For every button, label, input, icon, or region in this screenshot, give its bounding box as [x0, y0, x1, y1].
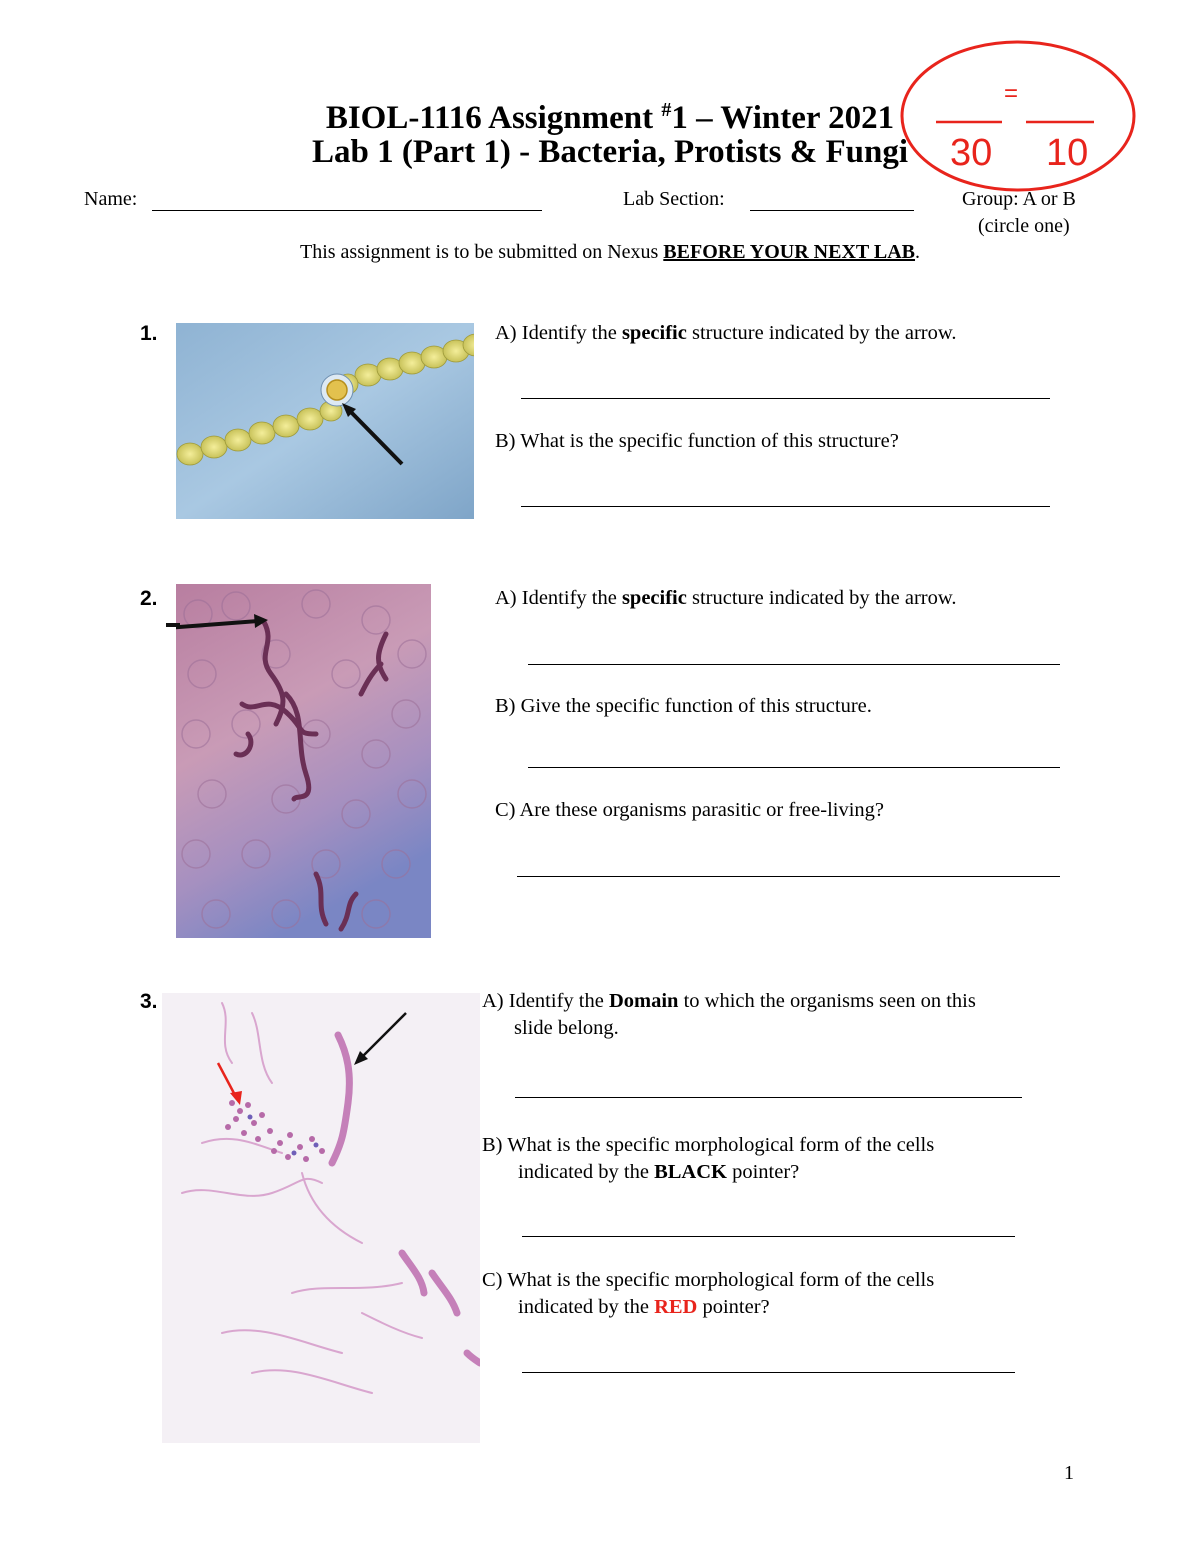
instructions-period: . — [915, 241, 921, 263]
group-label: Group: A or B — [962, 188, 1076, 210]
lab-section-label: Lab Section: — [623, 188, 725, 210]
grade-score-total: 30 — [950, 132, 993, 174]
q3a-text: A) Identify the — [482, 990, 609, 1012]
title-suffix: 1 – Winter 2021 — [671, 100, 895, 136]
question-3a — [482, 988, 976, 1015]
question-3c-line2 — [518, 1294, 770, 1321]
title-hash: # — [661, 99, 672, 121]
question-2-number: 2. — [140, 587, 158, 610]
q1a-text: A) Identify the — [495, 322, 622, 344]
question-3a-line2: slide belong. — [514, 1017, 619, 1039]
instructions-text: This assignment is to be submitted on Nexus — [299, 241, 664, 263]
q2a-text: A) Identify the — [495, 587, 622, 609]
lab-section-field[interactable] — [750, 210, 914, 211]
question-1-number: 1. — [140, 322, 158, 345]
question-3-micrograph — [162, 993, 480, 1443]
grade-scaled-total: 10 — [1046, 132, 1089, 174]
q2a-text-end: structure indicated by the arrow. — [686, 587, 957, 609]
q3b-text-end: pointer? — [726, 1161, 800, 1183]
question-2b: B) Give the specific function of this structure. — [495, 695, 872, 717]
question-2c-answer-line[interactable] — [517, 876, 1060, 877]
question-2a — [495, 585, 956, 612]
grade-circle-icon — [896, 36, 1140, 194]
grade-mark — [896, 36, 1140, 194]
q2a-bold: specific — [621, 587, 687, 609]
question-1b-answer-line[interactable] — [521, 506, 1050, 507]
instructions-deadline: BEFORE YOUR NEXT LAB — [663, 241, 916, 263]
q3c-text-end: pointer? — [697, 1296, 770, 1318]
question-3c-answer-line[interactable] — [522, 1372, 1015, 1373]
q3b-text: indicated by the — [518, 1161, 655, 1183]
question-2-micrograph — [176, 584, 431, 938]
question-3b-line2 — [518, 1159, 799, 1186]
q3b-bold: BLACK — [654, 1161, 727, 1183]
title-prefix: BIOL-1116 Assignment — [325, 100, 662, 136]
question-1-micrograph — [176, 323, 474, 519]
group-note: (circle one) — [978, 215, 1070, 237]
question-3a-answer-line[interactable] — [515, 1097, 1022, 1098]
question-3c: C) What is the specific morphological form of the cells — [482, 1269, 935, 1291]
q3c-bold: RED — [654, 1296, 698, 1318]
question-2a-answer-line[interactable] — [528, 664, 1060, 665]
question-2b-answer-line[interactable] — [528, 767, 1060, 768]
name-field[interactable] — [152, 210, 542, 211]
question-1a-answer-line[interactable] — [521, 398, 1050, 399]
grade-equals: = — [1004, 80, 1019, 107]
question-2c: C) Are these organisms parasitic or free-living? — [495, 799, 884, 821]
name-label: Name: — [84, 188, 138, 210]
q1a-text-end: structure indicated by the arrow. — [686, 322, 957, 344]
question-3-number: 3. — [140, 990, 158, 1013]
question-2-arrow-tail — [166, 623, 180, 627]
question-3b-answer-line[interactable] — [522, 1236, 1015, 1237]
q3a-bold: Domain — [608, 990, 679, 1012]
submission-instructions — [0, 239, 1200, 265]
question-1a — [495, 320, 956, 347]
question-3b: B) What is the specific morphological form of the cells — [482, 1134, 935, 1156]
q3c-text: indicated by the — [518, 1296, 655, 1318]
q1a-bold: specific — [621, 322, 687, 344]
page-number: 1 — [1064, 1462, 1074, 1484]
lab-subtitle: Lab 1 (Part 1) - Bacteria, Protists & Fungi — [311, 134, 909, 170]
question-1b: B) What is the specific function of this structure? — [495, 430, 899, 452]
q3a-text-end: to which the organisms seen on this — [678, 990, 976, 1012]
